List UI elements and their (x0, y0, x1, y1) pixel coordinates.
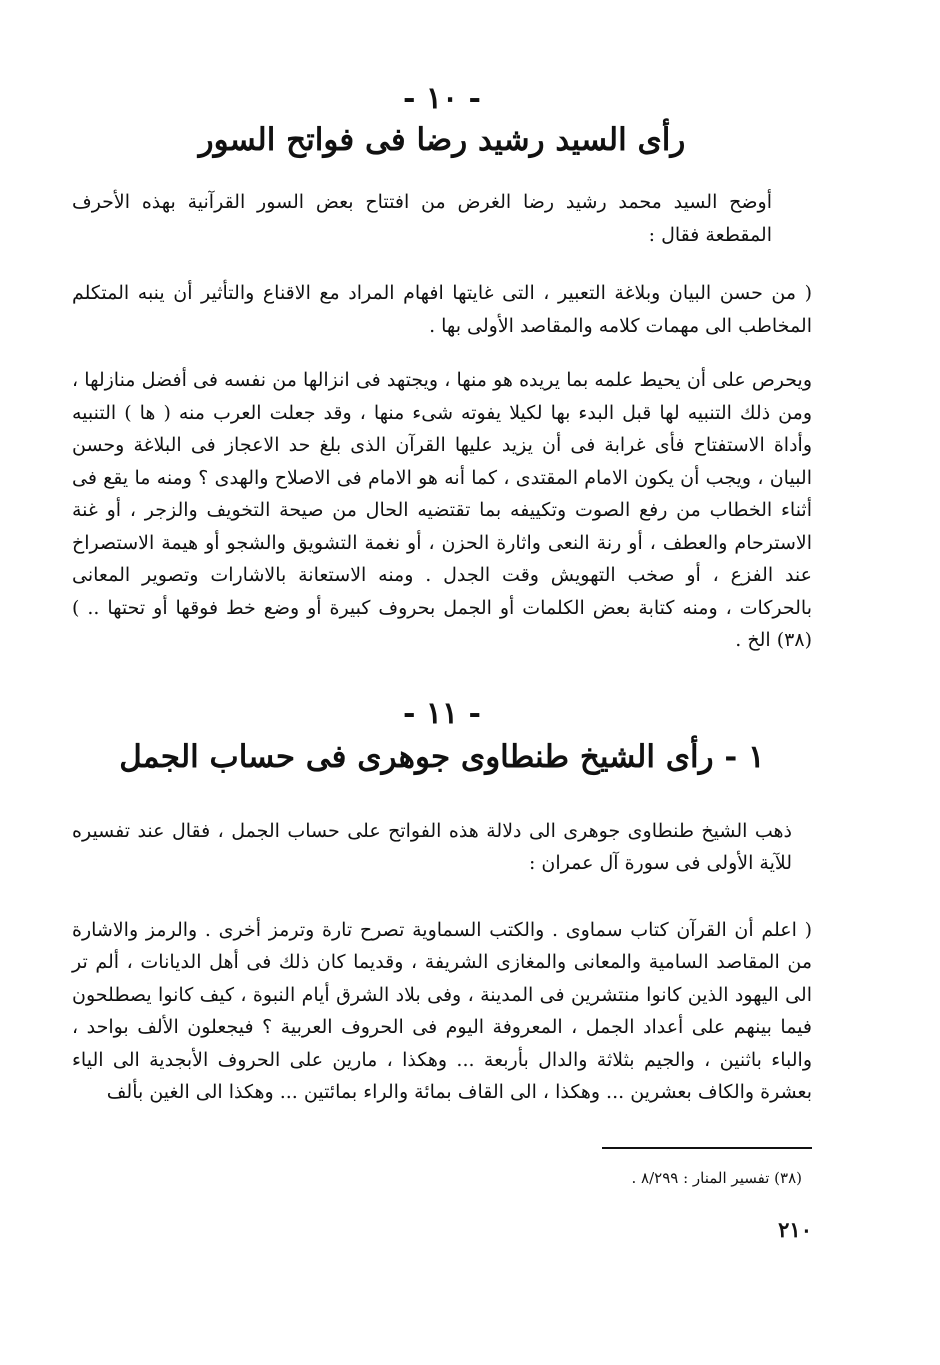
footnote-divider (602, 1147, 812, 1149)
section-11-intro: ذهب الشيخ طنطاوى جوهرى الى دلالة هذه الفواتح على حساب الجمل ، فقال عند تفسيره للآية الأولى فى سورة آل عمران : (72, 819, 792, 874)
section-10-title: رأى السيد رشيد رضا فى فواتح السور (198, 122, 686, 158)
section-10-body: ويحرص على أن يحيط علمه بما يريده هو منها ، ويجتهد فى انزالها من نفسه فى أفضل منازلها ، ومن ذلك التنبيه لها قبل البدء بها لكيلا يفوته شىء منها ، وقد جعلت العرب منه ( ها ) التنبيه وأداة الاستفتاح فأى غرابة فى أن يزيد عليها القرآن الذى بلغ حد الاعجاز فى البلاغة وحسن البيان ، ويجب أن يكون الامام المقتدى ، كما أنه هو الامام فى الاصلاح والهدى ؟ ومنه ما يقع فى أثناء الخطاب من رفع الصوت وتكييفه بما تقتضيه الحال من صيحة التخويف والزجر ، أو غنة الاسترحام والعطف ، أو رنة النعى واثارة الحزن ، أو نغمة التشويق والشجو أو هيمة الاستصراخ عند الفزع ، أو صخب التهويش وقت الجدل . ومنه الاستعانة بالاشارات وتصوير المعانى بالحركات ، ومنه كتابة بعض الكلمات أو الجمل بحروف كبيرة أو وضع خط فوقها أو تحتها .. ) (٣٨) الخ . (72, 369, 812, 651)
section-11-quote: ( اعلم أن القرآن كتاب سماوى . والكتب السماوية تصرح تارة وترمز أخرى . والرمز والاشارة من المقاصد السامية والمعانى والمغازى الشريفة ، وقديما كان ذلك فى أهل الديانات ، ألم تر الى اليهود الذين كانوا منتشرين فى المدينة ، وفى بلاد الشرق أيام النبوة ، كيف كانوا يصطلحون فيما بينهم على أعداد الجمل ، المعروفة اليوم فى الحروف العربية ؟ فيجعلون الألف بواحد ، والباء باثنين ، والجيم بثلاثة والدال بأربعة ... وهكذا ، مارين على الحروف الأبجدية الى الياء بعشرة والكاف بعشرين ... وهكذا ، الى القاف بمائة والراء بمائتين ... وهكذا الى الغين بألف (72, 918, 812, 1103)
section-10-number: - ١٠ - (402, 81, 482, 116)
section-11-title: ١ - رأى الشيخ طنطاوى جوهرى فى حساب الجمل (119, 738, 765, 775)
section-10-quote: ( من حسن البيان وبلاغة التعبير ، التى غايتها افهام المراد مع الاقناع والتأثير أن ينبه المتكلم المخاطب الى مهمات كلامه والمقاصد الأولى بها . (72, 282, 812, 337)
footnote: (٣٨) تفسير المنار : ٨/٢٩٩ . (631, 1168, 802, 1187)
section-10-intro: أوضح السيد محمد رشيد رضا الغرض من افتتاح بعض السور القرآنية بهذه الأحرف المقطعة فقال : (72, 191, 772, 246)
page-number: ٢١٠ (778, 1216, 812, 1242)
section-11-number: - ١١ - (402, 695, 482, 731)
